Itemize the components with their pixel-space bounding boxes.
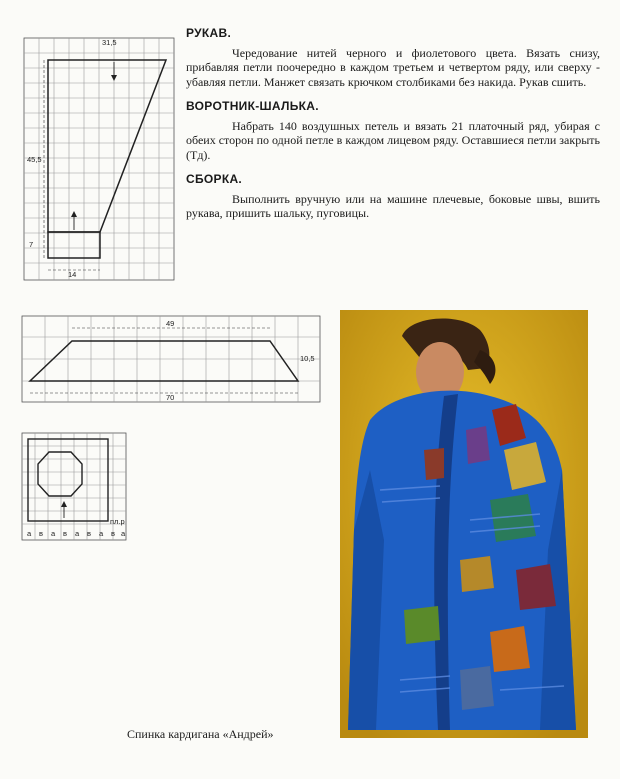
- sleeve-diagram: [20, 32, 178, 286]
- pocket-diagram: [20, 430, 130, 544]
- pocket-bottom-label: а: [99, 529, 104, 538]
- arrow-up-icon: [71, 211, 77, 217]
- pocket-bottom-label: а: [27, 529, 32, 538]
- section-body-collar: Набрать 140 воздушных петель и вязать 21 платочный ряд, убирая с обеих сторон по одной петле в каждом лицевом ряду. Оставшиеся петли закрыть (Тд).: [186, 118, 600, 162]
- section-title-assembly: СБОРКА.: [186, 172, 243, 186]
- pocket-side-label: пл.р: [110, 517, 125, 526]
- cuff-outline: [48, 232, 100, 258]
- photo-caption: Спинка кардигана «Андрей»: [127, 727, 274, 741]
- pocket-outline: [28, 439, 108, 521]
- cuff-height-label: 7: [29, 240, 34, 249]
- section-title-sleeve: РУКАВ.: [186, 26, 232, 40]
- section-body-assembly: Выполнить вручную или на машине плечевые, боковые швы, вшить рукава, пришить шальку, пуговицы.: [186, 191, 600, 220]
- sleeve-top-width-label: 31,5: [102, 38, 117, 47]
- cardigan-photo-art: [340, 310, 588, 738]
- sleeve-grid: [24, 38, 174, 280]
- pocket-bottom-label: а: [121, 529, 126, 538]
- collar-height-label: 10,5: [300, 354, 315, 363]
- pocket-arrow-icon: [61, 501, 67, 507]
- arrow-down-icon: [111, 75, 117, 81]
- sleeve-height-label: 45,5: [27, 155, 42, 164]
- section-body-sleeve: Чередование нитей черного и фиолетового цвета. Вязать снизу, прибавляя петли поочередно в каждом третьем и четвертом ряду, или сверху - убавляя петли. Манжет связать крючком столбиками без накида. Рукав сшить.: [186, 45, 600, 89]
- pocket-bottom-label: в: [87, 529, 91, 538]
- pocket-bottom-label: а: [51, 529, 56, 538]
- pocket-bottom-label: в: [63, 529, 67, 538]
- collar-bottom-length-label: 70: [166, 393, 175, 402]
- pocket-bottom-label: в: [39, 529, 43, 538]
- octagon-motif: [38, 452, 82, 496]
- collar-outline: [30, 341, 298, 381]
- collar-grid: [22, 316, 320, 402]
- cardigan-photo: [340, 310, 588, 738]
- cuff-width-label: 14: [68, 270, 77, 279]
- pocket-bottom-label: а: [75, 529, 80, 538]
- pocket-bottom-label: в: [111, 529, 115, 538]
- sleeve-outline: [48, 60, 166, 232]
- instructions-column: [186, 26, 600, 231]
- section-title-collar: ВОРОТНИК-ШАЛЬКА.: [186, 99, 319, 113]
- collar-top-length-label: 49: [166, 319, 175, 328]
- collar-diagram: [20, 313, 322, 405]
